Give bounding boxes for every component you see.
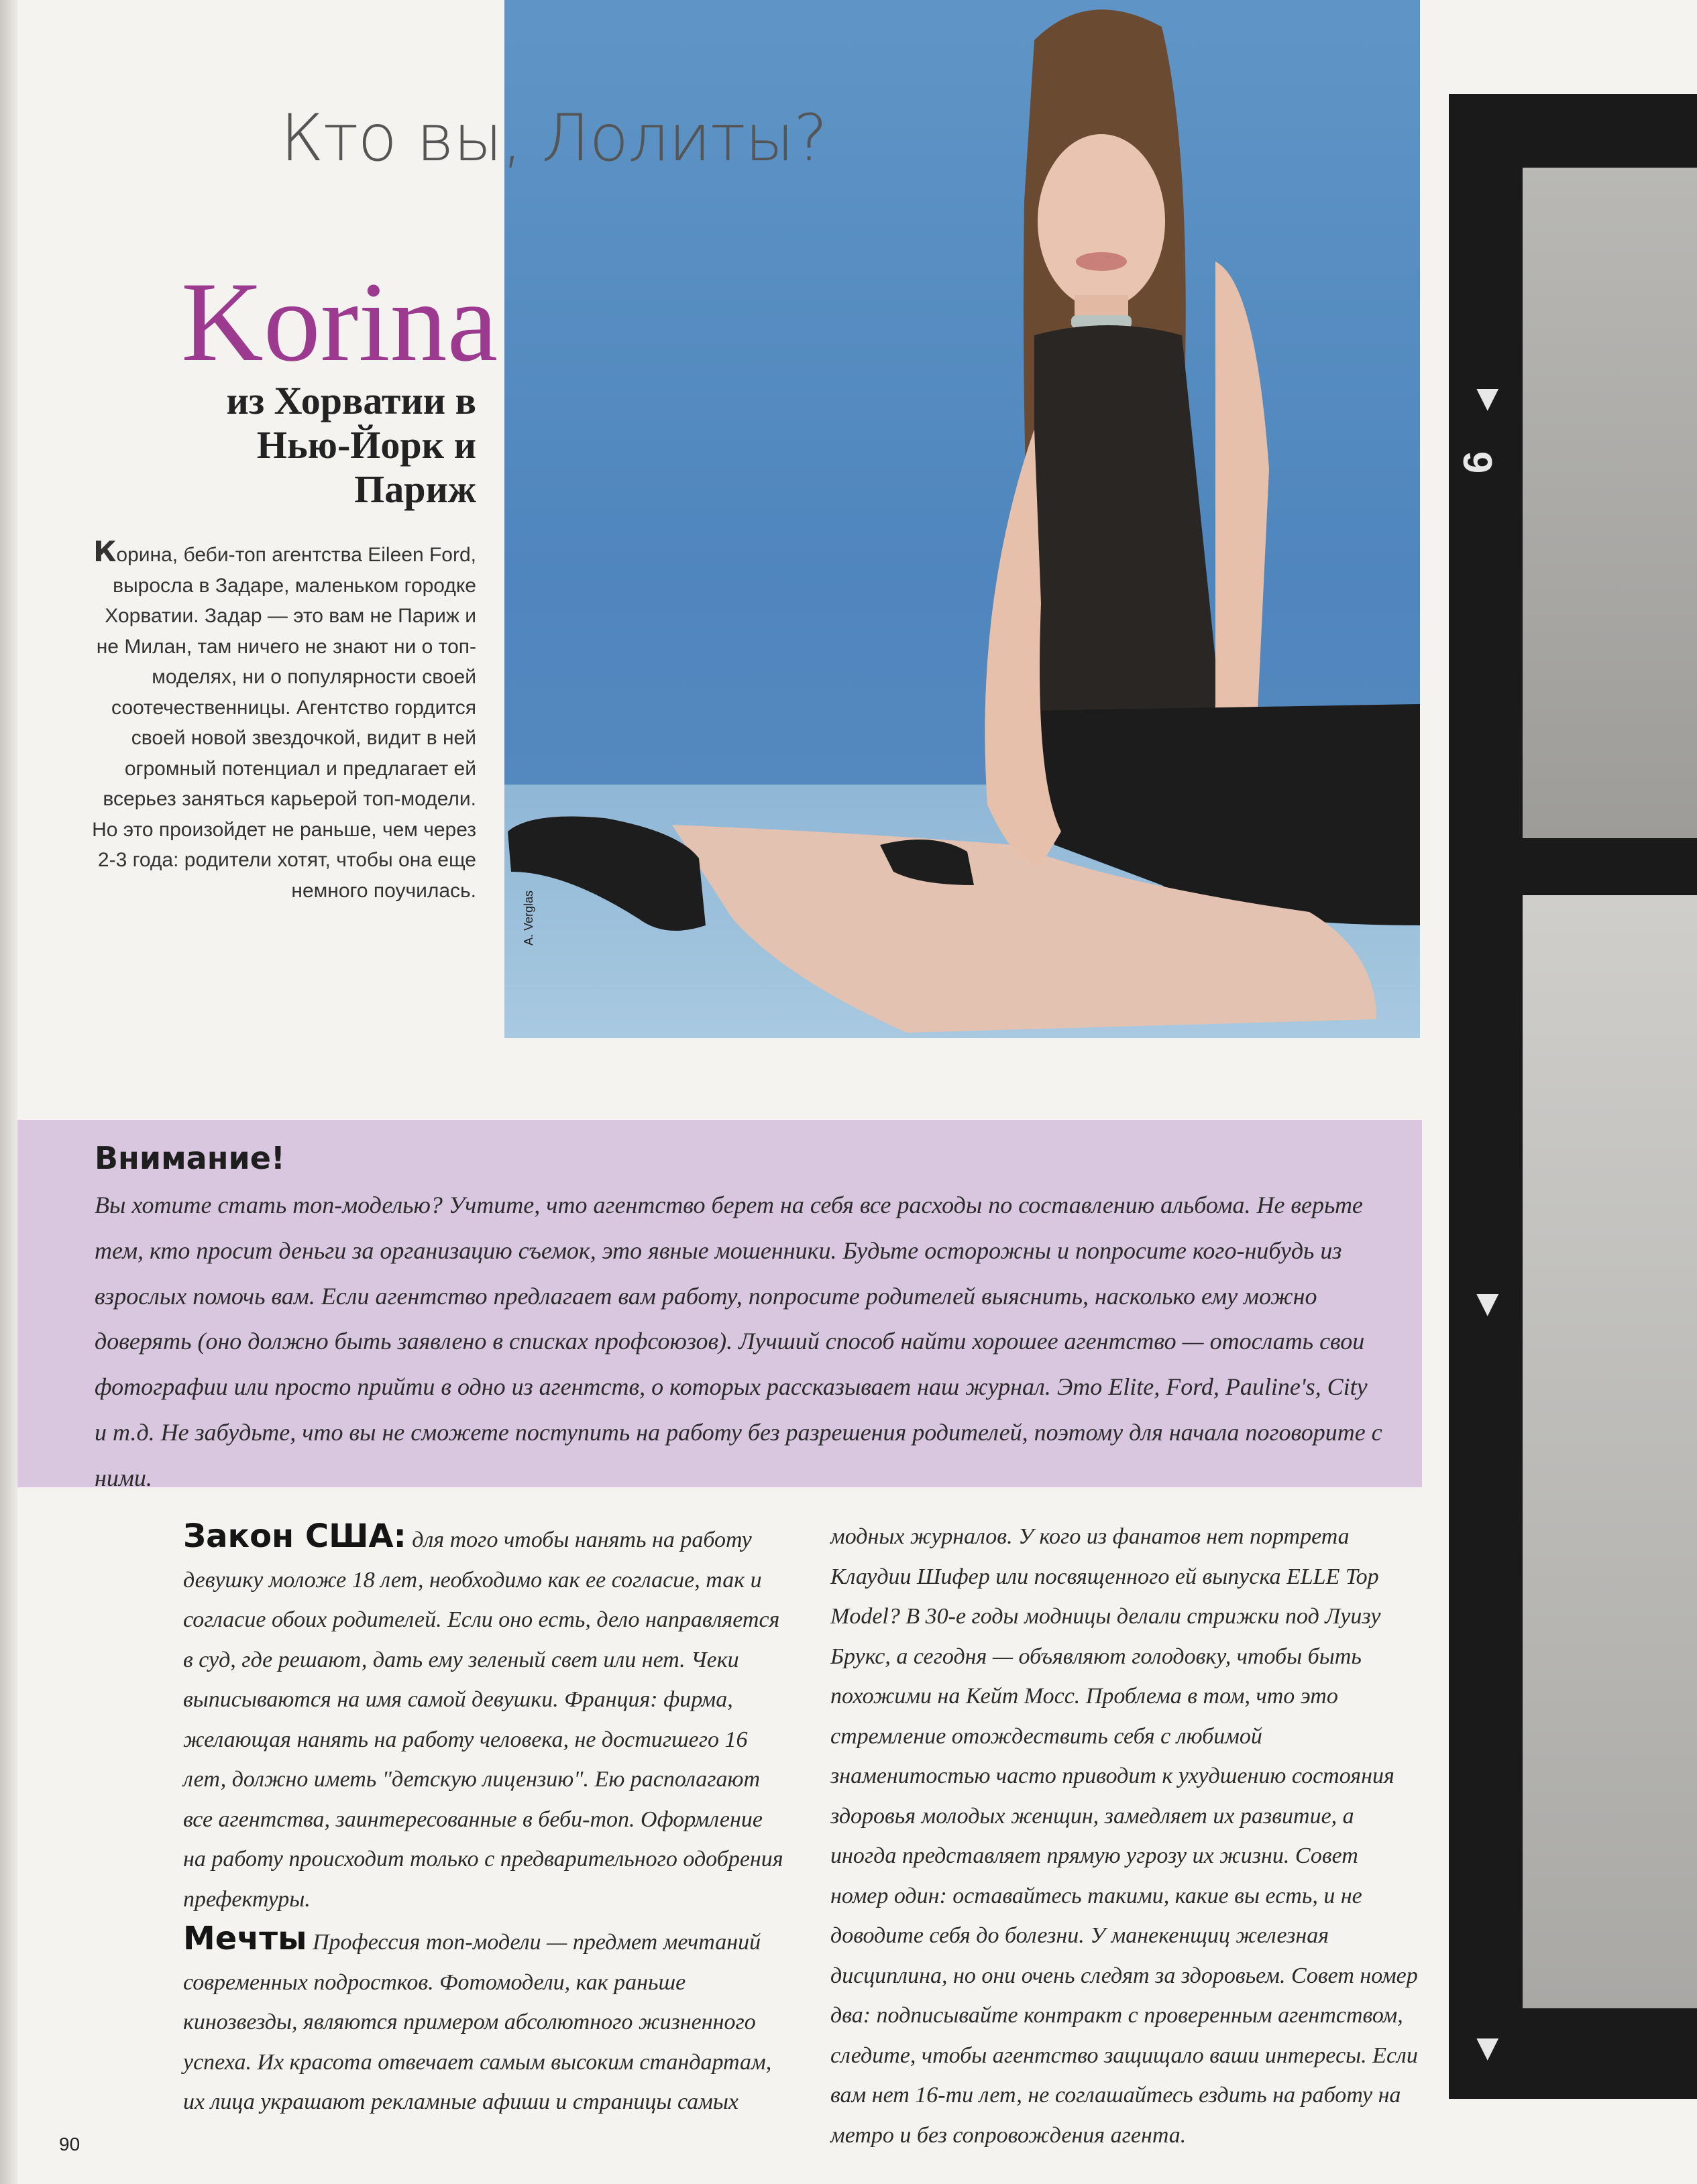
dreams-text: Профессия топ-модели — предмет мечтаний современных подростков. Фотомодели, как раньше кинозвезды, являются примером абсолютного жизненного успеха. Их красота отвечает самым высоким стандартам, их лица украшают рекламные афиши и страницы самых [183, 1930, 772, 2114]
film-triangle-marker: ▼ [1469, 376, 1507, 418]
photo-credit: A. Verglas [522, 890, 535, 945]
intro-paragraph [87, 536, 476, 906]
law-heading: Закон США: [183, 1517, 406, 1555]
page-spine-shadow [0, 0, 17, 2184]
film-frame-number: 9 [1455, 451, 1500, 474]
film-frame-top [1523, 168, 1697, 838]
attention-text: Вы хотите стать топ-моделью? Учтите, что агентство берет на себя все расходы по составлению альбома. Не верьте тем, кто просит деньги за организацию съемок, это явные мошенники. Будьте осторожны и попросите кого-нибудь из взрослых помочь вам. Если агентство предлагает вам работу, попросите родителей выяснить, насколько ему можно доверять (оно должно быть заявлено в списках профсоюзов). Лучший способ найти хорошее агентство — отослать свои фотографии или просто прийти в одно из агентств, о которых рассказывает наш журнал. Это Elite, Ford, Pauline's, City и т.д. Не забудьте, что вы не сможете поступить на работу без разрешения родителей, поэтому для начала поговорите с ними. [95, 1192, 1382, 1491]
headline: Кто вы, Лолиты? [280, 101, 827, 176]
film-triangle-marker: ▼ [1469, 1281, 1507, 1324]
right-column-text: модных журналов. У кого из фанатов нет портрета Клаудии Шифер или посвященного ей выпуска ELLE Top Model? В 30-е годы модницы делали стрижки под Луизу Брукс, а сегодня — объявляют голодовку, чтобы быть похожими на Кейт Мосс. Проблема в том, что это стремление отождествить себя с любимой знаменитостью часто приводит к ухудшению состояния здоровья молодых женщин, замедляет их развитие, а иногда представляет прямую угрозу их жизни. Совет номер один: оставайтесь такими, какие вы есть, и не доводите себя до болезни. У манекенщиц железная дисциплина, но они очень следят за здоровьем. Совет номер два: подписывайте контракт с проверенным агентством, следите, чтобы агентство защищало ваши интересы. Если вам нет 16-ти лет, не соглашайтесь ездить на работу на метро и без сопровождения агента. [830, 1524, 1418, 2148]
film-triangle-marker: ▼ [1469, 2026, 1507, 2068]
model-subtitle: из Хорватии в Нью-Йорк и Париж [226, 379, 476, 511]
intro-dropcap: К [93, 535, 117, 568]
article-column-right [830, 1517, 1421, 2155]
attention-box [17, 1120, 1422, 1491]
dreams-heading: Мечты [183, 1920, 307, 1957]
article-column-left [183, 1517, 787, 2122]
model-name: Korina [181, 259, 498, 385]
attention-title: Внимание! [95, 1140, 285, 1176]
page-number: 90 [59, 2134, 80, 2154]
law-text: для того чтобы нанять на работу девушку моложе 18 лет, необходимо как ее согласие, так и согласие обоих родителей. Если оно есть, дело направляется в суд, где решают, дать ему зеленый свет или нет. Чеки выписываются на имя самой девушки. Франция: фирма, желающая нанять на работу человека, не достигшего 16 лет, должно иметь "детскую лицензию". Ею располагают все агентства, заинтересованные в беби-топ. Оформление на работу происходит только с предварительного одобрения префектуры. [183, 1528, 783, 1912]
film-strip [1449, 94, 1697, 2099]
intro-text: орина, беби-топ агентства Eileen Ford, выросла в Задаре, маленьком городке Хорватии. Задар — это вам не Париж и не Милан, там ничего не знают ни о топ-моделях, ни о популярности своей соотечественницы. Агентство гордится своей новой звездочкой, видит в ней огромный потенциал и предлагает ей всерьез заняться карьерой топ-модели. Но это произойдет не раньше, чем через 2-3 года: родители хотят, чтобы она еще немного поучилась. [92, 544, 476, 902]
film-frame-bottom [1523, 895, 1697, 2008]
